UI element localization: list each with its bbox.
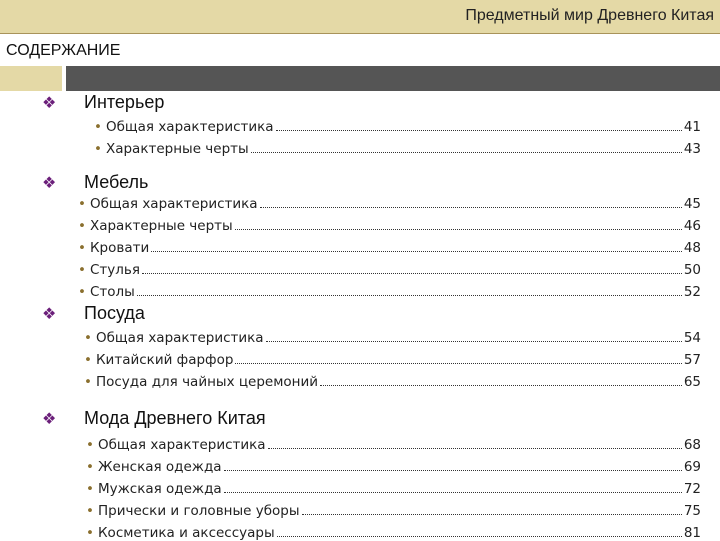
toc-entry-page: 68: [683, 437, 701, 453]
toc-entry-label: Столы: [89, 284, 135, 300]
toc-entry-label: Прически и головные уборы: [97, 503, 300, 519]
toc-entry[interactable]: [84, 370, 701, 390]
toc-entry-label: Кровати: [89, 240, 150, 256]
leader-dots: [224, 492, 682, 493]
presentation-title: Предметный мир Древнего Китая: [465, 7, 714, 24]
leader-dots: [224, 470, 682, 471]
dot-bullet-icon: •: [78, 240, 86, 256]
leader-dots: [276, 130, 682, 131]
toc-entry[interactable]: [84, 348, 701, 368]
dot-bullet-icon: •: [78, 218, 86, 234]
diamond-bullet-icon: ❖: [42, 93, 57, 112]
toc-entry-page: 41: [683, 119, 701, 135]
toc-entry-label: Характерные черты: [105, 141, 249, 157]
toc-entry-label: Мужская одежда: [97, 481, 222, 497]
toc-entry-page: 75: [683, 503, 701, 519]
dot-bullet-icon: •: [86, 503, 94, 519]
toc-entry-label: Стулья: [89, 262, 140, 278]
dot-bullet-icon: •: [86, 459, 94, 475]
toc-entry-page: 65: [683, 374, 701, 390]
section-heading: Посуда: [84, 303, 145, 323]
toc-title: СОДЕРЖАНИЕ: [6, 42, 121, 59]
leader-dots: [266, 341, 682, 342]
toc-entry[interactable]: [86, 521, 701, 541]
toc-entry[interactable]: [78, 192, 701, 212]
toc-entry-page: 81: [683, 525, 701, 541]
leader-dots: [268, 448, 682, 449]
dot-bullet-icon: •: [84, 330, 92, 346]
toc-entry[interactable]: [86, 477, 701, 497]
toc-entry[interactable]: [86, 455, 701, 475]
header-divider: [0, 33, 720, 34]
dot-bullet-icon: •: [94, 141, 102, 157]
toc-entry-label: Характерные черты: [89, 218, 233, 234]
accent-block: [0, 66, 62, 91]
leader-dots: [320, 385, 682, 386]
header-bar: [0, 0, 720, 34]
toc-entry-label: Китайский фарфор: [95, 352, 234, 368]
toc-entry-page: 45: [683, 196, 701, 212]
toc-entry-page: 72: [683, 481, 701, 497]
leader-dots: [137, 295, 682, 296]
toc-entry[interactable]: [78, 258, 701, 278]
dot-bullet-icon: •: [94, 119, 102, 135]
toc-entry-page: 48: [683, 240, 701, 256]
toc-entry[interactable]: [78, 214, 701, 234]
leader-dots: [277, 536, 682, 537]
dot-bullet-icon: •: [86, 525, 94, 541]
toc-entry[interactable]: [84, 326, 701, 346]
toc-entry[interactable]: [78, 236, 701, 256]
leader-dots: [235, 363, 681, 364]
toc-entry-label: Посуда для чайных церемоний: [95, 374, 319, 390]
diamond-bullet-icon: ❖: [42, 409, 57, 428]
toc-entry-page: 52: [683, 284, 701, 300]
section-heading: Мода Древнего Китая: [84, 408, 266, 428]
dot-bullet-icon: •: [84, 374, 92, 390]
toc-entry-label: Общая характеристика: [105, 119, 274, 135]
leader-dots: [151, 251, 682, 252]
toc-entry-page: 57: [683, 352, 701, 368]
dot-bullet-icon: •: [78, 262, 86, 278]
toc-entry-label: Косметика и аксессуары: [97, 525, 275, 541]
toc-entry[interactable]: [94, 137, 701, 157]
diamond-bullet-icon: ❖: [42, 304, 57, 323]
dot-bullet-icon: •: [86, 437, 94, 453]
leader-dots: [142, 273, 682, 274]
section-heading: Мебель: [84, 172, 149, 192]
title-underline-bar: [66, 66, 720, 91]
dot-bullet-icon: •: [84, 352, 92, 368]
toc-entry-page: 69: [683, 459, 701, 475]
toc-entry-page: 50: [683, 262, 701, 278]
section-heading: Интерьер: [84, 92, 165, 112]
toc-entry[interactable]: [86, 499, 701, 519]
leader-dots: [302, 514, 682, 515]
toc-entry-label: Женская одежда: [97, 459, 222, 475]
toc-entry[interactable]: [86, 433, 701, 453]
toc-entry-label: Общая характеристика: [95, 330, 264, 346]
toc-entry-page: 46: [683, 218, 701, 234]
dot-bullet-icon: •: [86, 481, 94, 497]
dot-bullet-icon: •: [78, 284, 86, 300]
diamond-bullet-icon: ❖: [42, 173, 57, 192]
toc-entry[interactable]: [94, 115, 701, 135]
toc-entry-label: Общая характеристика: [97, 437, 266, 453]
leader-dots: [260, 207, 682, 208]
leader-dots: [235, 229, 682, 230]
toc-entry-page: 43: [683, 141, 701, 157]
toc-entry-page: 54: [683, 330, 701, 346]
leader-dots: [251, 152, 682, 153]
toc-entry[interactable]: [78, 280, 701, 300]
dot-bullet-icon: •: [78, 196, 86, 212]
toc-entry-label: Общая характеристика: [89, 196, 258, 212]
